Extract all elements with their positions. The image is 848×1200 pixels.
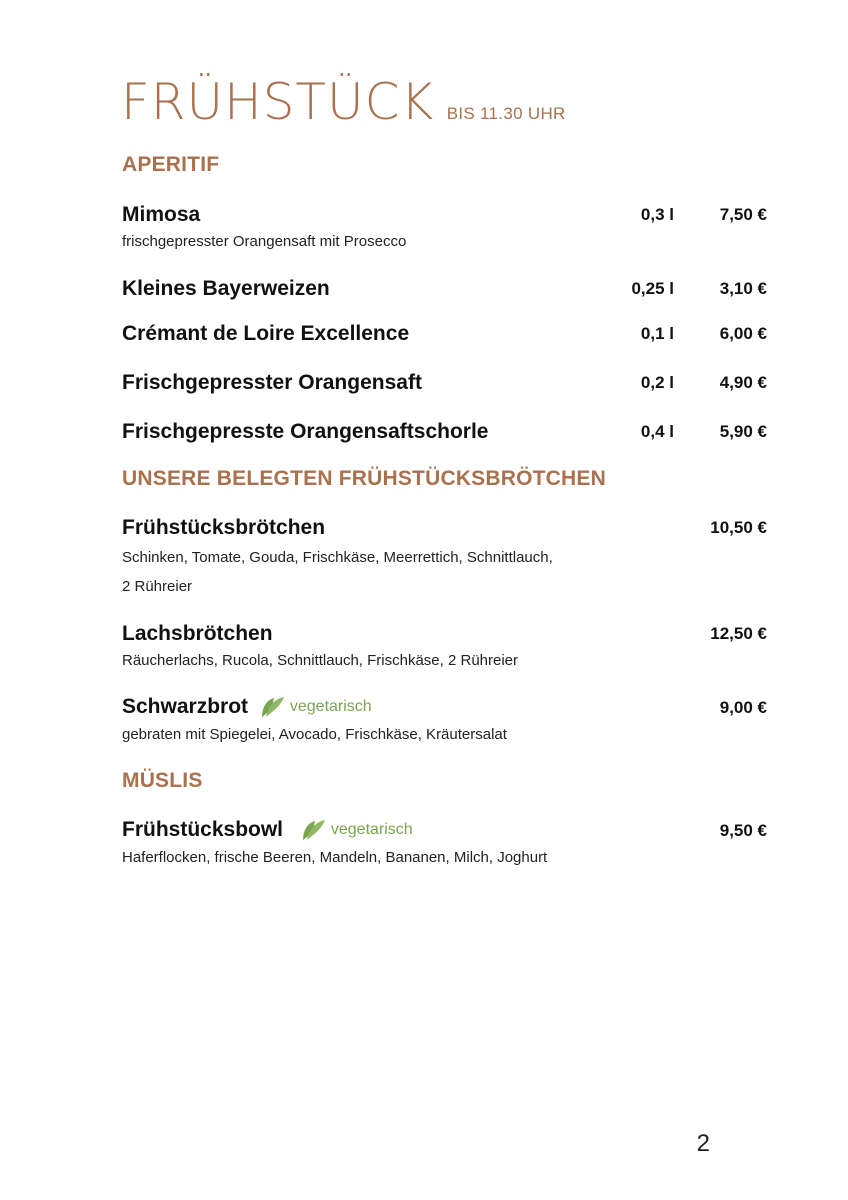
vegetarian-label: vegetarisch (330, 821, 413, 839)
section-heading-muesli: MÜSLIS (122, 769, 203, 792)
item-name: Kleines Bayerweizen (122, 277, 330, 300)
vegetarian-badge (301, 817, 413, 843)
page-number: 2 (696, 1130, 710, 1157)
item-price: 5,90 € (719, 422, 767, 441)
leaf-icon (260, 695, 286, 719)
item-price: 10,50 € (710, 518, 767, 537)
item-name: Frischgepresster Orangensaft (122, 371, 422, 394)
item-name-row (122, 694, 372, 720)
section-heading-aperitif: APERITIF (122, 153, 220, 176)
item-volume: 0,3 l (640, 205, 674, 224)
section-heading-broetchen: UNSERE BELEGTEN FRÜHSTÜCKSBRÖTCHEN (122, 467, 606, 490)
item-name: Schwarzbrot (122, 695, 249, 718)
item-volume: 0,1 l (640, 324, 674, 343)
item-description: frischgepresster Orangensaft mit Prosecco (122, 233, 407, 250)
item-name: Mimosa (122, 203, 201, 226)
item-price: 12,50 € (710, 624, 767, 643)
item-description: 2 Rühreier (122, 578, 193, 595)
item-description: Räucherlachs, Rucola, Schnittlauch, Frischkäse, 2 Rühreier (122, 652, 519, 669)
page-header (121, 72, 566, 132)
vegetarian-badge (260, 694, 372, 720)
item-price: 9,00 € (719, 698, 767, 717)
item-description: Haferflocken, frische Beeren, Mandeln, Bananen, Milch, Joghurt (122, 849, 548, 866)
item-description: Schinken, Tomate, Gouda, Frischkäse, Meerrettich, Schnittlauch, (122, 549, 553, 566)
item-volume: 0,4 l (640, 422, 674, 441)
item-volume: 0,25 l (631, 279, 674, 298)
item-name: Frühstücksbrötchen (122, 516, 326, 539)
vegetarian-label: vegetarisch (289, 698, 372, 716)
item-name: Frischgepresste Orangensaftschorle (122, 420, 489, 443)
item-name-row (122, 817, 413, 843)
item-price: 6,00 € (719, 324, 767, 343)
item-price: 4,90 € (719, 373, 767, 392)
page-title: FRÜHSTÜCK (121, 73, 435, 131)
item-price: 3,10 € (719, 279, 767, 298)
page-subtitle: BIS 11.30 UHR (446, 104, 566, 123)
item-price: 9,50 € (719, 821, 767, 840)
item-name: Crémant de Loire Excellence (122, 322, 410, 345)
item-volume: 0,2 l (640, 373, 674, 392)
item-name: Lachsbrötchen (122, 622, 273, 645)
item-description: gebraten mit Spiegelei, Avocado, Frischkäse, Kräutersalat (122, 726, 507, 743)
leaf-icon (301, 818, 327, 842)
item-name: Frühstücksbowl (122, 818, 284, 841)
item-price: 7,50 € (719, 205, 767, 224)
